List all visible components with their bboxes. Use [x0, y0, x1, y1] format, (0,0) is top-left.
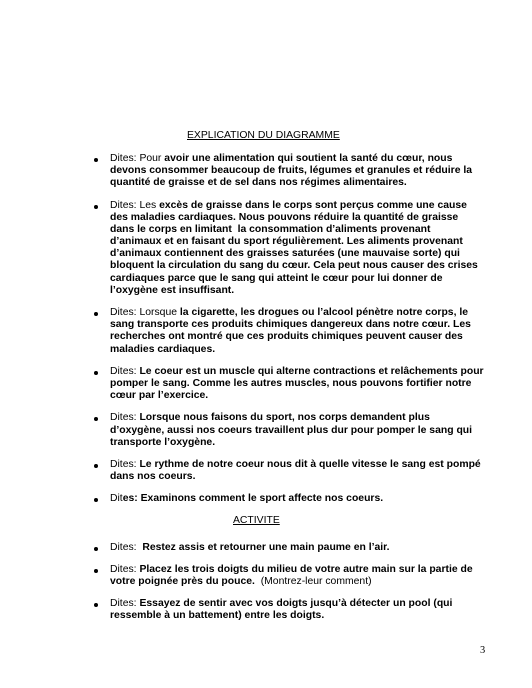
bold-text: es: Examinons comment le sport affecte nos coeurs.	[122, 493, 384, 505]
bullet-icon	[94, 417, 98, 421]
text-line	[110, 331, 532, 343]
bold-text: cœur par l’exercice.	[110, 390, 209, 402]
plain-text: Dites:	[110, 412, 140, 424]
bold-text: sang transporte ces produits chimiques dangereux dans notre cœur. Les	[110, 319, 471, 331]
text-line	[110, 273, 532, 285]
bold-text: transporte l’oxygène.	[110, 436, 216, 448]
bullet-item	[0, 493, 532, 505]
text-line	[110, 390, 532, 402]
bullet-icon	[94, 498, 98, 502]
bold-text: d’animaux contiennent des graisses saturées (une mauvaise sorte) qui	[110, 248, 460, 260]
bold-text: avoir une alimentation qui soutient la santé du cœur, nous	[164, 152, 453, 164]
text-line	[110, 236, 532, 248]
activity-heading: ACTIVITE	[233, 515, 280, 527]
text-line	[110, 437, 532, 449]
bold-text: devons consommer beaucoup de fruits, légumes et granules et réduire la	[110, 165, 473, 177]
bold-text: pomper le sang. Comme les autres muscles, nous pouvons fortifier notre	[110, 377, 472, 389]
text-line	[110, 344, 532, 356]
bullet-item	[0, 598, 532, 622]
plain-text: Dit	[110, 493, 123, 505]
text-line	[110, 564, 532, 576]
bullet-icon	[94, 547, 98, 551]
bullet-icon	[94, 569, 98, 573]
plain-text: Dites:	[110, 365, 140, 377]
plain-text: Dites:	[110, 563, 140, 575]
bold-text: Le rythme de notre coeur nous dit à quelle vitesse le sang est pompé	[139, 458, 481, 470]
text-line	[110, 610, 532, 622]
bullet-icon	[94, 464, 98, 468]
text-line	[110, 177, 532, 189]
text-line	[110, 165, 532, 177]
text-line	[110, 285, 532, 297]
text-line	[110, 200, 532, 212]
text-line	[110, 471, 532, 483]
bold-text: la cigarette, les drogues ou l’alcool pénètre notre corps, le	[179, 307, 469, 319]
text-line	[110, 425, 532, 437]
text-line	[110, 153, 532, 165]
text-line	[110, 260, 532, 272]
bold-text: recherches ont montré que ces produits chimiques peuvent causer des	[110, 331, 463, 343]
bold-text: ressemble à un battement) entre les doigts.	[110, 610, 325, 622]
bold-text: d’oxygène, aussi nos coeurs travaillent plus dur pour pomper le sang qui	[110, 424, 473, 436]
bullet-icon	[94, 205, 98, 209]
bold-text: Lorsque nous faisons du sport, nos corps demandent plus	[139, 412, 430, 424]
text-line	[110, 378, 532, 390]
bold-text: Restez assis et retourner une main paume en l’air.	[142, 541, 390, 553]
bullet-item	[0, 412, 532, 449]
bold-text: dans le corps en limitant la consommation d’aliments provenant	[110, 223, 431, 235]
bullet-item	[0, 153, 532, 190]
bullet-icon	[94, 603, 98, 607]
explanation-bullet-list	[0, 153, 532, 506]
bullet-icon	[94, 312, 98, 316]
text-line	[110, 493, 532, 505]
bullet-icon	[94, 371, 98, 375]
bullet-item	[0, 564, 532, 588]
bold-text: maladies cardiaques.	[110, 343, 216, 355]
explanation-heading: EXPLICATION DU DIAGRAMME	[187, 130, 340, 141]
text-line	[110, 459, 532, 471]
text-line	[110, 412, 532, 424]
bullet-item	[0, 542, 532, 554]
bold-text: l’oxygène est insuffisant.	[110, 284, 235, 296]
bullet-icon	[94, 158, 98, 162]
bold-text: d’animaux et en faisant du sport régulièrement. Les aliments provenant	[110, 236, 463, 248]
bold-text: Placez les trois doigts du milieu de votre autre main sur la partie de	[139, 563, 473, 575]
bold-text: Essayez de sentir avec vos doigts jusqu’à détecter un pool (qui	[139, 598, 453, 610]
text-line	[110, 248, 532, 260]
bold-text: des maladies cardiaques. Nous pouvons réduire la quantité de graisse	[110, 211, 459, 223]
bullet-item	[0, 200, 532, 298]
bold-text: excès de graisse dans le corps sont perçus comme une cause	[159, 199, 467, 211]
text-line	[110, 319, 532, 331]
bold-text: quantité de graisse et de sel dans nos régimes alimentaires.	[110, 177, 407, 189]
bullet-item	[0, 366, 532, 403]
document-body	[0, 130, 532, 633]
text-line	[110, 224, 532, 236]
bold-text: votre poignée près du pouce.	[110, 575, 255, 587]
bold-text: dans nos coeurs.	[110, 471, 196, 483]
activity-bullet-list	[0, 542, 532, 623]
text-line	[110, 307, 532, 319]
plain-text: Dites:	[110, 458, 140, 470]
bullet-item	[0, 459, 532, 483]
bold-text: Le coeur est un muscle qui alterne contractions et relâchements pour	[139, 365, 484, 377]
plain-text: (Montrez-leur comment)	[254, 575, 372, 587]
bold-text: bloquent la circulation du sang du cœur. Cela peut nous causer des crises	[110, 260, 478, 272]
plain-text: Dites: Lorsque	[110, 307, 180, 319]
page-number: 3	[480, 645, 486, 656]
bullet-item	[0, 307, 532, 356]
text-line	[110, 542, 532, 554]
text-line	[110, 576, 532, 588]
text-line	[110, 366, 532, 378]
plain-text: Dites:	[110, 598, 140, 610]
bold-text: cardiaques parce que le sang qui atteint le cœur pour lui donner de	[110, 272, 443, 284]
text-line	[110, 598, 532, 610]
plain-text: Dites:	[110, 541, 143, 553]
plain-text: Dites: Les	[110, 199, 160, 211]
text-line	[110, 212, 532, 224]
plain-text: Dites: Pour	[110, 152, 165, 164]
